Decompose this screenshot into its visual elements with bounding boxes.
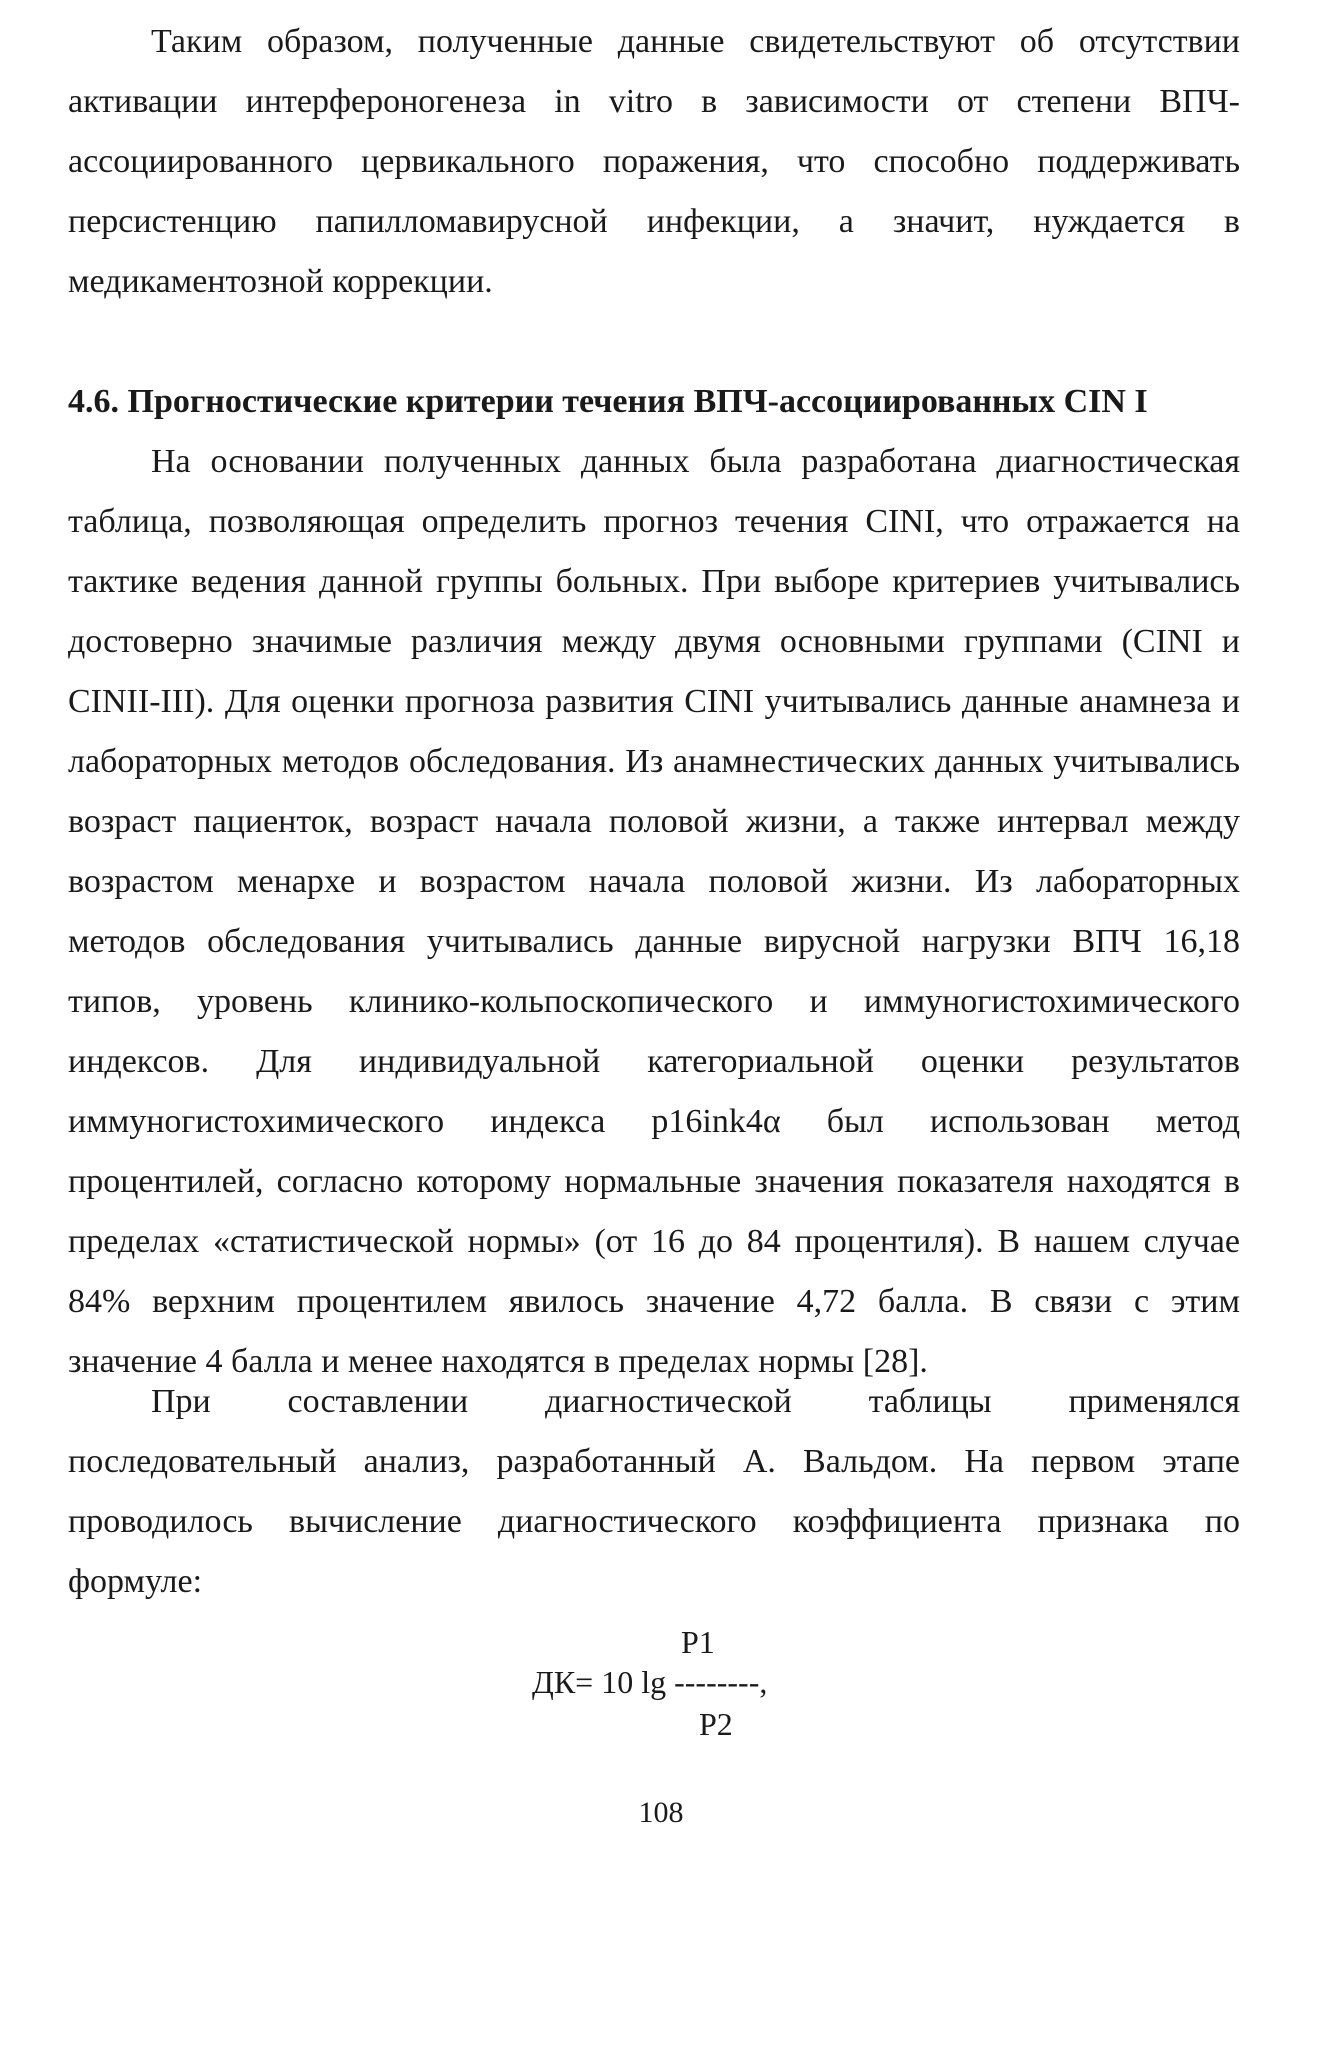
- formula-main-line: ДК= 10 lg --------,: [532, 1664, 768, 1700]
- formula-denominator: P2: [699, 1706, 733, 1742]
- paragraph-sequential-analysis: При составлении диагностической таблицы применялся последовательный анализ, разработанный А. Вальдом. На первом этапе проводилось вычисление диагностического коэффициента признака по формуле:: [68, 1383, 1240, 1600]
- page-number: 108: [638, 1796, 684, 1829]
- section-heading: 4.6. Прогностические критерии течения ВПЧ-ассоциированных CIN I: [68, 383, 1148, 420]
- paragraph-diagnostic-table: На основании полученных данных была разработана диагностическая таблица, позволяющая определить прогноз течения CINI, что отражается на тактике ведения данной группы больных. При выборе критериев учитывались достоверно значимые различия между двумя основными группами (CINI и CINII-III). Для оценки прогноза развития CINI учитывались данные анамнеза и лабораторных методов обследования. Из анамнестических данных учитывались возраст пациенток, возраст начала половой жизни, а также интервал между возрастом менархе и возрастом начала половой жизни. Из лабораторных методов обследования учитывались данные вирусной нагрузки ВПЧ 16,18 типов, уровень клинико-кольпоскопического и иммуногистохимического индексов. Для индивидуальной категориальной оценки результатов иммуногистохимического индекса p16ink4α был использован метод процентилей, согласно которому нормальные значения показателя находятся в пределах «статистической нормы» (от 16 до 84 процентиля). В нашем случае 84% верхним процентилем явилось значение 4,72 балла. В связи с этим значение 4 балла и менее находятся в пределах нормы [28].: [68, 443, 1240, 1380]
- formula-numerator: P1: [681, 1624, 715, 1660]
- paragraph-conclusion: Таким образом, полученные данные свидетельствуют об отсутствии активации интерфероногенеза in vitro в зависимости от степени ВПЧ-ассоциированного цервикального поражения, что способно поддерживать персистенцию папилломавирусной инфекции, а значит, нуждается в медикаментозной коррекции.: [68, 23, 1240, 300]
